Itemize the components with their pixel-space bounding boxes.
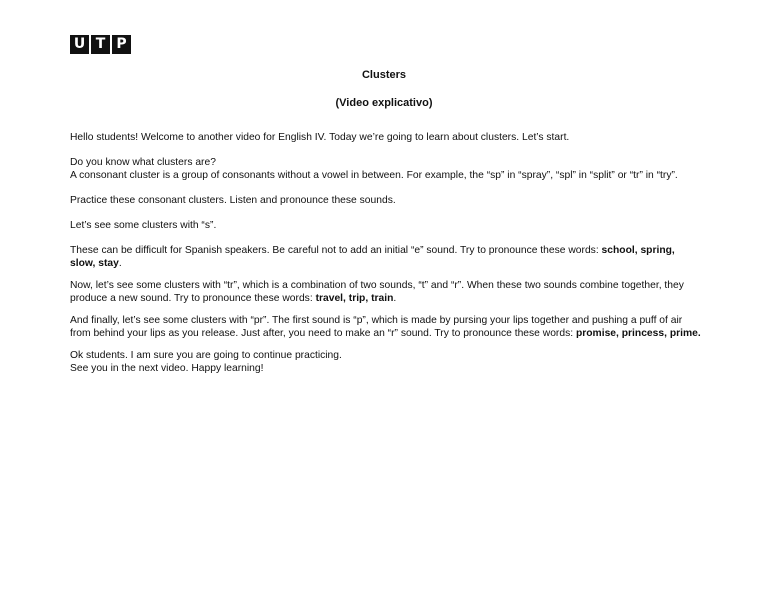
- document-body: [70, 131, 702, 387]
- definition-question: Do you know what clusters are?: [70, 157, 216, 168]
- intro-text: Hello students! Welcome to another video for English IV. Today we’re going to learn about clusters. Let’s start.: [70, 132, 570, 143]
- tr-clusters-end: .: [393, 293, 397, 304]
- tr-cluster-words: travel, trip, train: [315, 293, 394, 304]
- pr-cluster-words: promise, princess, prime.: [575, 328, 701, 339]
- paragraph-tr-clusters: [70, 279, 702, 305]
- paragraph-pr-clusters: [70, 314, 702, 340]
- paragraph-intro: [70, 131, 702, 144]
- s-clusters-text: Let’s see some clusters with “s”.: [70, 220, 217, 231]
- logo-letter-t: T: [91, 35, 110, 54]
- definition-text: A consonant cluster is a group of consonants without a vowel in between. For example, the “sp” in “spray”, “spl” in “split” or “tr” in “try”.: [70, 170, 678, 181]
- logo-letter-u: U: [70, 35, 89, 54]
- paragraph-spanish-speakers: [70, 244, 702, 270]
- spanish-speakers-text: These can be difficult for Spanish speakers. Be careful not to add an initial “e” sound. Try to pronounce these words:: [70, 245, 602, 256]
- closing-line-2: See you in the next video. Happy learning!: [70, 363, 264, 374]
- spanish-speakers-end: .: [118, 258, 122, 269]
- logo-letter-p: P: [112, 35, 131, 54]
- document-subtitle: (Video explicativo): [335, 97, 433, 109]
- paragraph-closing: [70, 349, 702, 375]
- pr-clusters-text: And finally, let’s see some clusters with “pr”. The first sound is “p”, which is made by pursing your lips together and pushing a puff of air from behind your lips as you release. Just after, you need to make an “r” sound. Try to pronounce these words:: [70, 315, 683, 339]
- paragraph-practice: [70, 194, 702, 207]
- closing-line-1: Ok students. I am sure you are going to continue practicing.: [70, 350, 342, 361]
- s-cluster-words: school, spring, slow, stay: [70, 245, 675, 269]
- document-title: Clusters: [361, 69, 407, 81]
- tr-clusters-text: Now, let’s see some clusters with “tr”, which is a combination of two sounds, “t” and “r”. When these two sounds combine together, they produce a new sound. Try to pronounce these words:: [70, 280, 684, 304]
- paragraph-definition: [70, 156, 702, 182]
- practice-text: Practice these consonant clusters. Listen and pronounce these sounds.: [70, 195, 396, 206]
- paragraph-s-clusters: [70, 219, 702, 232]
- utp-logo: [70, 35, 131, 54]
